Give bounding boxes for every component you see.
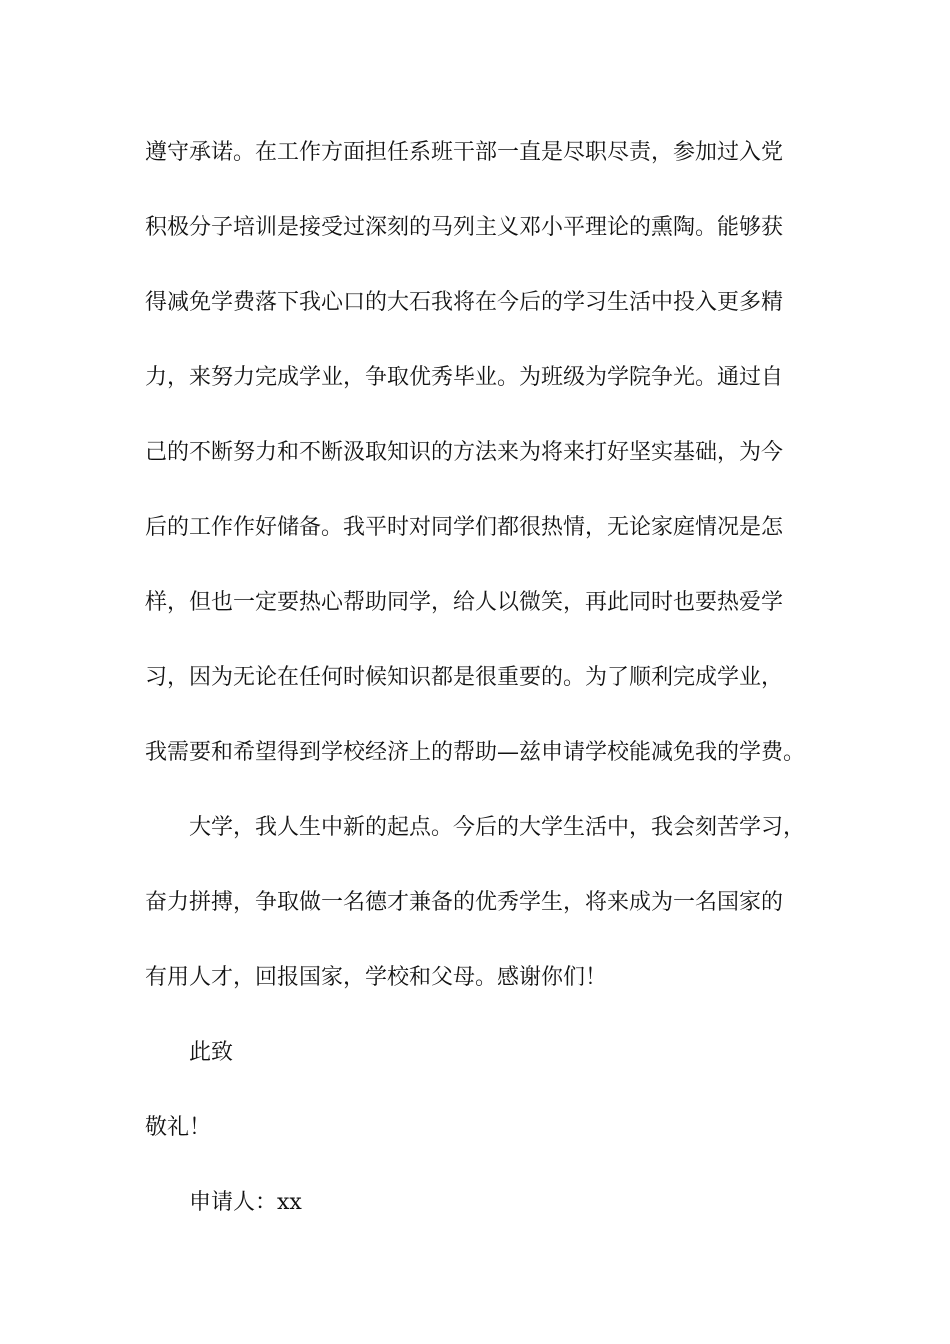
body-line-3: 得减免学费落下我心口的大石我将在今后的学习生活中投入更多精 bbox=[145, 290, 784, 315]
body-line-8: 习，因为无论在任何时候知识都是很重要的。为了顺利完成学业， bbox=[145, 665, 784, 690]
closing-salutation: 此致 bbox=[189, 1040, 234, 1065]
closing-regards: 敬礼！ bbox=[145, 1115, 212, 1140]
body-line-1: 遵守承诺。在工作方面担任系班干部一直是尽职尽责，参加过入党 bbox=[145, 140, 784, 165]
paragraph-2-line-3: 有用人才，回报国家，学校和父母。感谢你们！ bbox=[145, 965, 608, 990]
paragraph-2-line-1: 大学，我人生中新的起点。今后的大学生活中，我会刻苦学习， bbox=[189, 815, 806, 840]
body-line-6: 后的工作作好储备。我平时对同学们都很热情，无论家庭情况是怎 bbox=[145, 515, 784, 540]
body-line-2: 积极分子培训是接受过深刻的马列主义邓小平理论的熏陶。能够获 bbox=[145, 215, 784, 240]
body-line-7: 样，但也一定要热心帮助同学，给人以微笑，再此同时也要热爱学 bbox=[145, 590, 784, 615]
body-line-4: 力，来努力完成学业，争取优秀毕业。为班级为学院争光。通过自 bbox=[145, 365, 784, 390]
body-line-5: 己的不断努力和不断汲取知识的方法来为将来打好坚实基础，为今 bbox=[145, 440, 784, 465]
body-line-9: 我需要和希望得到学校经济上的帮助—兹申请学校能减免我的学费。 bbox=[145, 740, 806, 765]
applicant-signature: 申请人：xx bbox=[189, 1190, 302, 1215]
paragraph-2-line-2: 奋力拼搏，争取做一名德才兼备的优秀学生，将来成为一名国家的 bbox=[145, 890, 784, 915]
